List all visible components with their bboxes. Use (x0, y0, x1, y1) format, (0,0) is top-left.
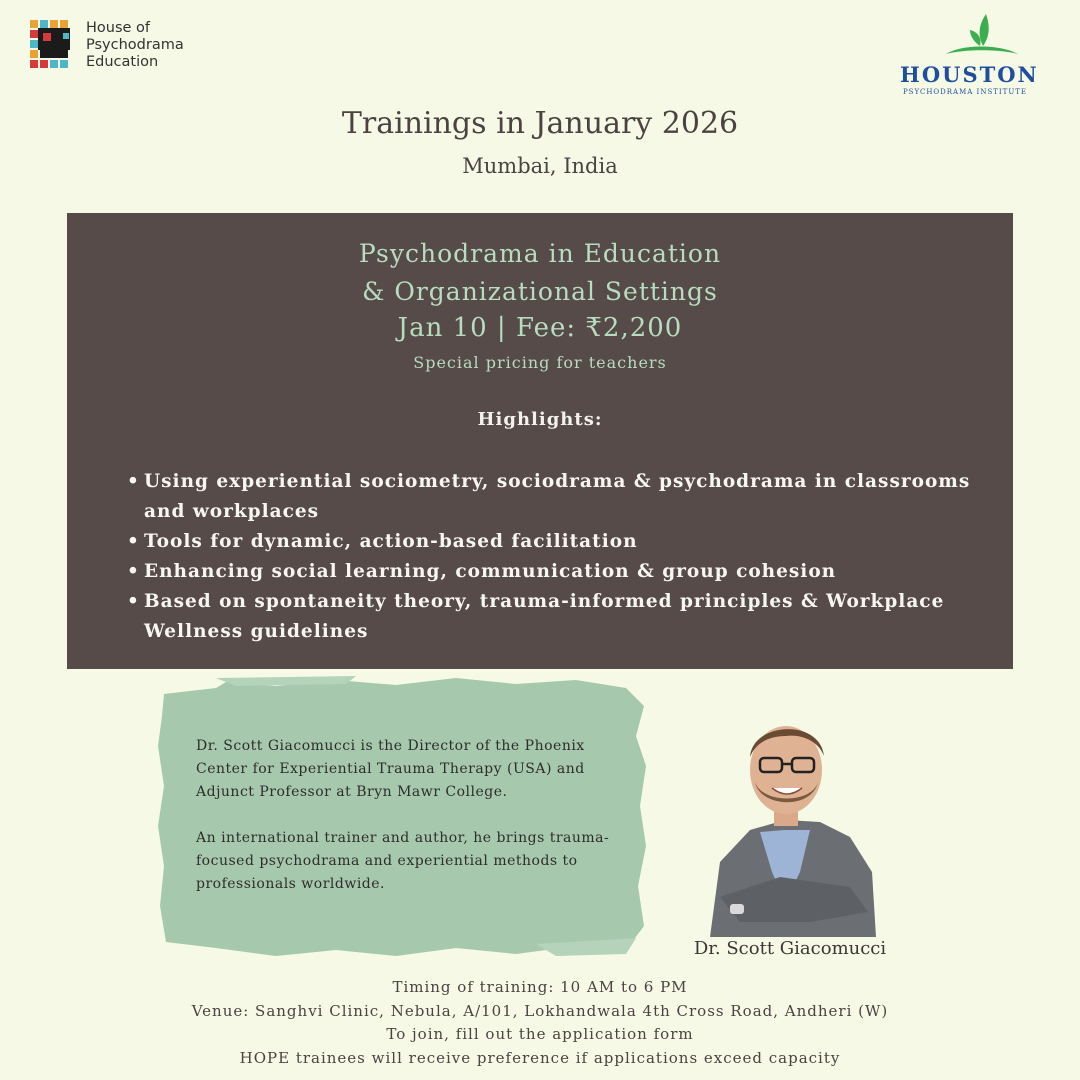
leaf-icon (900, 8, 1030, 64)
highlight-item: • Using experiential sociometry, sociodrama & psychodrama in classrooms and workplaces (127, 467, 977, 527)
location: Mumbai, India (462, 154, 618, 178)
footer-venue: Venue: Sanghvi Clinic, Nebula, A/101, Lokhandwala 4th Cross Road, Andheri (W) (191, 1001, 889, 1020)
footer-timing: Timing of training: 10 AM to 6 PM (392, 978, 688, 996)
portrait-photo (700, 712, 880, 937)
training-card (67, 213, 1013, 669)
page-title: Trainings in January 2026 (341, 106, 739, 141)
footer-info (0, 976, 1080, 1070)
card-title-line1: Psychodrama in Education (358, 239, 722, 268)
bio-paragraph-2: An international trainer and author, he brings trauma-focused psychodrama and experiential methods to professionals worldwide. (196, 830, 610, 892)
houston-logo (900, 8, 1039, 96)
highlights-list (127, 467, 977, 647)
houston-logo-subtitle: PSYCHODRAMA INSTITUTE (902, 88, 1028, 96)
highlight-item: • Based on spontaneity theory, trauma-informed principles & Workplace Wellness guidelines (127, 587, 977, 647)
highlight-item: • Enhancing social learning, communication & group cohesion (127, 557, 977, 587)
card-date-fee: Jan 10 | Fee: ₹2,200 (397, 313, 683, 343)
hope-logo (30, 20, 200, 72)
bio-text (196, 735, 616, 919)
special-pricing: Special pricing for teachers (413, 353, 667, 372)
hope-logo-icon (30, 20, 78, 68)
houston-logo-name: HOUSTON (900, 62, 1039, 87)
bio-paragraph-1: Dr. Scott Giacomucci is the Director of the Phoenix Center for Experiential Trauma Therapy (USA) and Adjunct Professor at Bryn Mawr College. (196, 738, 585, 800)
hope-logo-line1: House of (86, 20, 151, 36)
hope-logo-line2: Psychodrama (86, 37, 184, 53)
hope-logo-line3: Education (86, 54, 159, 70)
highlight-item: • Tools for dynamic, action-based facilitation (127, 527, 977, 557)
highlights-heading: Highlights: (477, 409, 603, 430)
footer-join: To join, fill out the application form (386, 1025, 694, 1043)
card-title-line2: & Organizational Settings (362, 277, 718, 306)
hope-logo-text (86, 20, 184, 71)
portrait-caption: Dr. Scott Giacomucci (693, 938, 887, 959)
footer-preference: HOPE trainees will receive preference if applications exceed capacity (239, 1048, 841, 1067)
